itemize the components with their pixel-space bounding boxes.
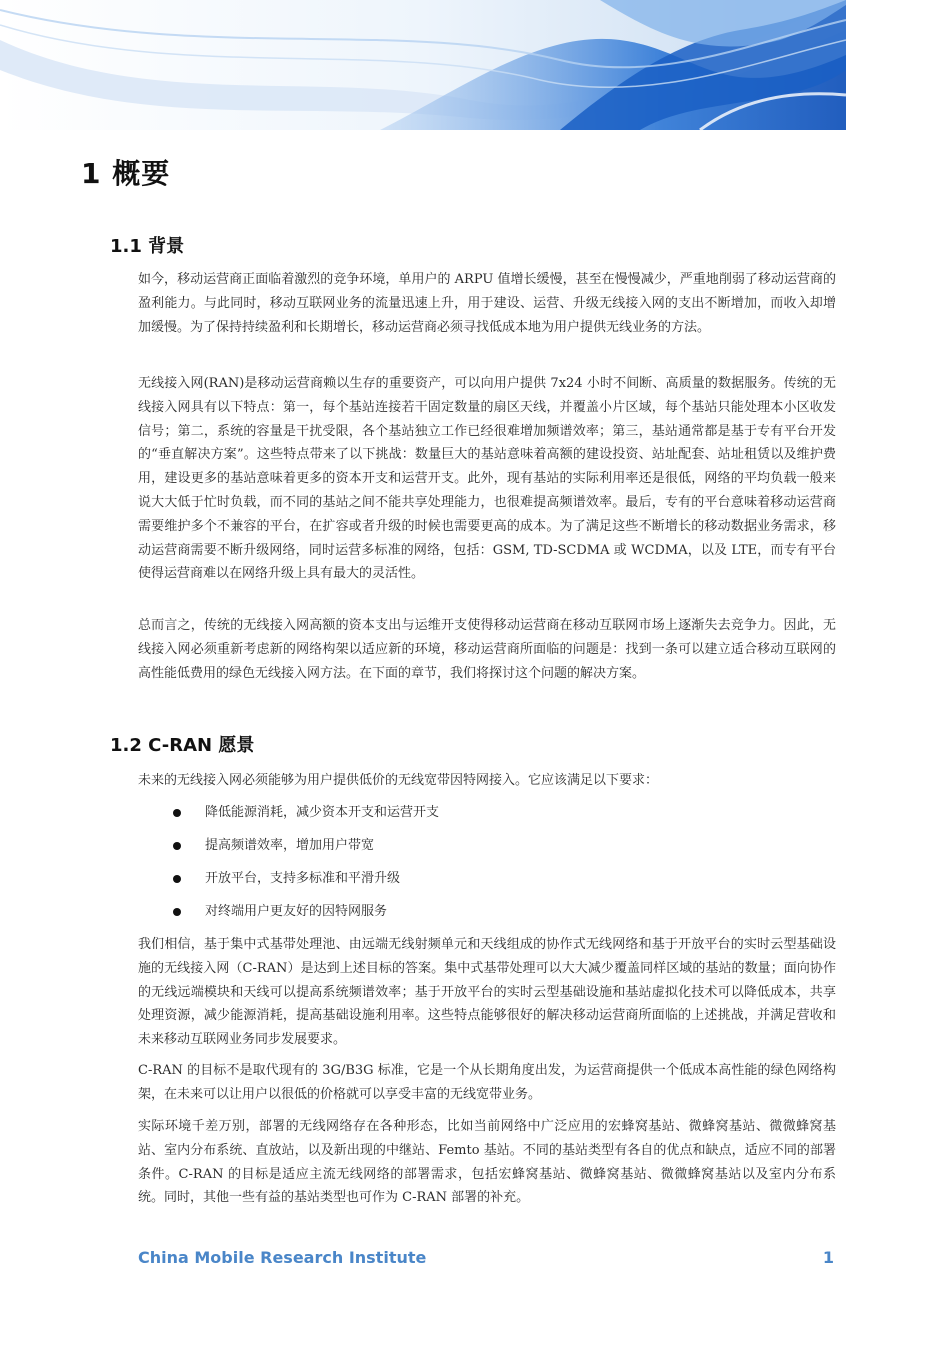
paragraph-background-3: 总而言之，传统的无线接入网高额的资本支出与运维开支使得移动运营商在移动互联网市场上逐渐失去竞争力。因此，无线接入网必须重新考虑新的网络构架以适应新的环境，移动运营商所面临的问题是：找到一条可以建立适合移动互联网的高性能低费用的绿色无线接入网方法。在下面的章节，我们将探讨这个问题的解决方案。 [138,618,836,681]
paragraph-vision-3: 实际环境千差万别，部署的无线网络存在各种形态，比如当前网络中广泛应用的宏蜂窝基站、微蜂窝基站、微微蜂窝基站、室内分布系统、直放站，以及新出现的中继站、Femto 基站。不同的基站类型有各自的优点和缺点，适应不同的部署条件。C-RAN 的目标是适应主流无线网络的部署需求，包括宏蜂窝基站、微蜂窝基站、微微蜂窝基站以及室内分布系统。同时，其他一些有益的基站类型也可作为 C-RAN 部署的补充。 [138,1119,836,1206]
list-item: 提高频谱效率，增加用户带宽 [138,834,738,867]
requirements-list [138,801,738,933]
bullet-icon [173,809,181,817]
list-item: 对终端用户更友好的因特网服务 [138,900,738,933]
paragraph-vision-2: C-RAN 的目标不是取代现有的 3G/B3G 标准，它是一个从长期角度出发，为运营商提供一个低成本高性能的绿色网络构架，在未来可以让用户以很低的价格就可以享受丰富的无线宽带业务。 [138,1063,836,1102]
chapter-heading-text: 概要 [112,157,171,190]
header-banner [0,0,950,130]
chapter-number: 1 [81,157,102,190]
chapter-title [81,152,170,192]
list-item: 降低能源消耗，减少资本开支和运营开支 [138,801,738,834]
paragraph-vision-intro: 未来的无线接入网必须能够为用户提供低价的无线宽带因特网接入。它应该满足以下要求： [138,773,659,788]
paragraph-background-1: 如今，移动运营商正面临着激烈的竞争环境，单用户的 ARPU 值增长缓慢，甚至在慢慢减少，严重地削弱了移动运营商的盈利能力。与此同时，移动互联网业务的流量迅速上升，用于建设、运营、升级无线接入网的支出不断增加，而收入却增加缓慢。为了保持持续盈利和长期增长，移动运营商必须寻找低成本地为用户提供无线业务的方法。 [138,272,836,335]
section-1-1-title: 1.1 背景 [110,236,185,257]
footer-organization: China Mobile Research Institute [138,1248,427,1267]
paragraph-background-2: 无线接入网(RAN)是移动运营商赖以生存的重要资产，可以向用户提供 7x24 小时不间断、高质量的数据服务。传统的无线接入网具有以下特点：第一，每个基站连接若干固定数量的扇区天线，并覆盖小片区域，每个基站只能处理本小区收发信号；第二，系统的容量是干扰受限，各个基站独立工作已经很难增加频谱效率；第三，基站通常都是基于专有平台开发的“垂直解决方案”。这些特点带来了以下挑战：数量巨大的基站意味着高额的建设投资、站址配套、站址租赁以及维护费用，建设更多的基站意味着更多的资本开支和运营开支。此外，现有基站的实际利用率还是很低，网络的平均负载一般来说大大低于忙时负载，而不同的基站之间不能共享处理能力，也很难提高频谱效率。最后，专有的平台意味着移动运营商需要维护多个不兼容的平台，在扩容或者升级的时候也需要更高的成本。为了满足这些不断增长的移动数据业务需求，移动运营商需要不断升级网络，同时运营多标准的网络，包括：GSM, TD-SCDMA 或 WCDMA，以及 LTE，而专有平台使得运营商难以在网络升级上具有最大的灵活性。 [138,376,836,582]
wave-graphic [0,0,950,130]
bullet-icon [173,875,181,883]
bullet-icon [173,908,181,916]
paragraph-vision-1: 我们相信，基于集中式基带处理池、由远端无线射频单元和天线组成的协作式无线网络和基于开放平台的实时云型基础设施的无线接入网（C-RAN）是达到上述目标的答案。集中式基带处理可以大大减少覆盖同样区域的基站的数量；面向协作的无线远端模块和天线可以提高系统频谱效率；基于开放平台的实时云型基础设施和基站虚拟化技术可以降低成本，共享处理资源，减少能源消耗，提高基础设施利用率。这些特点能够很好的解决移动运营商所面临的上述挑战，并满足营收和未来移动互联网业务同步发展要求。 [138,937,836,1048]
page-number: 1 [822,1248,834,1267]
bullet-icon [173,842,181,850]
list-item: 开放平台，支持多标准和平滑升级 [138,867,738,900]
section-1-2-title: 1.2 C-RAN 愿景 [110,735,255,756]
